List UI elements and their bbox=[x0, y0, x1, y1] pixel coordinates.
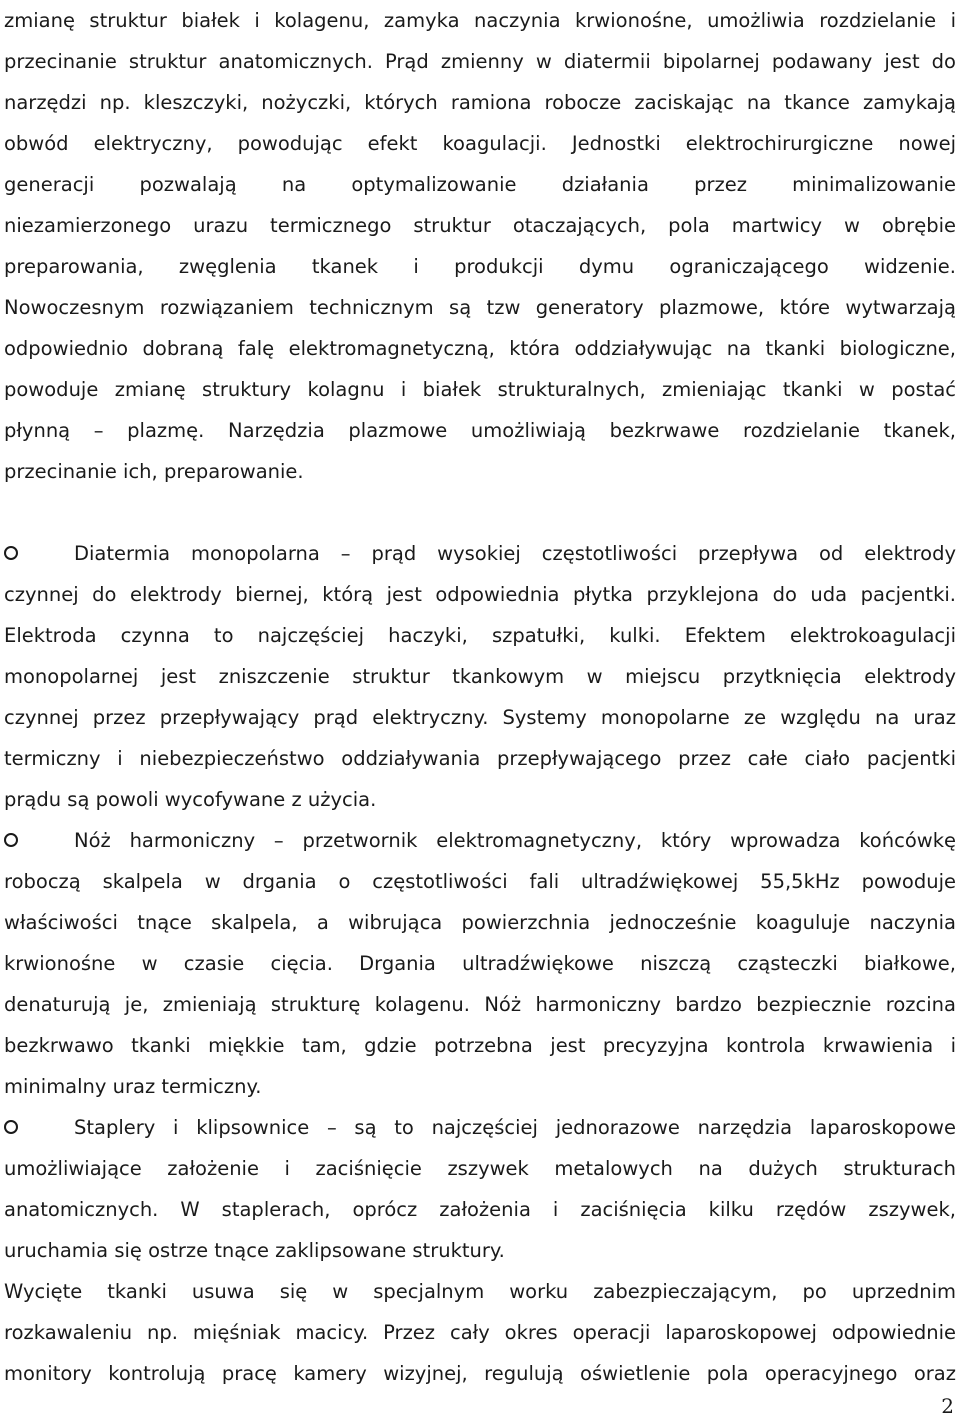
text-line: anatomicznych. W staplerach, oprócz założenia i zaciśnięcia kilku rzędów zszywek, bbox=[4, 1198, 956, 1221]
bullet-item-diatermia bbox=[4, 533, 956, 820]
bullet-item-staplery bbox=[4, 1107, 956, 1271]
bullet-circle-icon bbox=[4, 833, 18, 847]
text-line: rozkawaleniu np. mięśniak macicy. Przez cały okres operacji laparoskopowej odpowiednie bbox=[4, 1321, 956, 1344]
text-line: płynną – plazmę. Narzędzia plazmowe umożliwiają bezkrwawe rozdzielanie tkanek, bbox=[4, 419, 956, 442]
text-line: właściwości tnące skalpela, a wibrująca powierzchnia jednocześnie koaguluje naczynia bbox=[4, 911, 956, 934]
text-line: powoduje zmianę struktury kolagnu i białek strukturalnych, zmieniając tkanki w postać bbox=[4, 378, 956, 401]
text-line: uruchamia się ostrze tnące zaklipsowane struktury. bbox=[4, 1239, 505, 1262]
text-line: Nowoczesnym rozwiązaniem technicznym są tzw generatory plazmowe, które wytwarzają bbox=[4, 296, 956, 319]
text-line: umożliwiające założenie i zaciśnięcie zszywek metalowych na dużych strukturach bbox=[4, 1157, 956, 1180]
text-line: odpowiednio dobraną falę elektromagnetyczną, która oddziaływując na tkanki biologiczne, bbox=[4, 337, 956, 360]
paragraph-1 bbox=[4, 0, 956, 492]
text-line: Nóż harmoniczny – przetwornik elektromagnetyczny, który wprowadza końcówkę bbox=[74, 829, 956, 852]
text-line: obwód elektryczny, powodując efekt koagulacji. Jednostki elektrochirurgiczne nowej bbox=[4, 132, 956, 155]
text-line: roboczą skalpela w drgania o częstotliwości fali ultradźwiękowej 55,5kHz powoduje bbox=[4, 870, 956, 893]
text-line: przecinanie ich, preparowanie. bbox=[4, 460, 304, 483]
text-line: monopolarnej jest zniszczenie struktur tkankowym w miejscu przytknięcia elektrody bbox=[4, 665, 956, 688]
page-number: 2 bbox=[941, 1394, 954, 1418]
bullet-first-line bbox=[4, 533, 956, 574]
text-line: Diatermia monopolarna – prąd wysokiej częstotliwości przepływa od elektrody bbox=[74, 542, 956, 565]
text-line: monitory kontrolują pracę kamery wizyjnej, regulują oświetlenie pola operacyjnego oraz bbox=[4, 1362, 956, 1385]
text-line: prądu są powoli wycofywane z użycia. bbox=[4, 788, 377, 811]
bullet-first-line bbox=[4, 820, 956, 861]
text-line: krwionośne w czasie cięcia. Drgania ultradźwiękowe niszczą cząsteczki białkowe, bbox=[4, 952, 956, 975]
text-line: przecinanie struktur anatomicznych. Prąd zmienny w diatermii bipolarnej podawany jest do bbox=[4, 50, 956, 73]
paragraph-gap bbox=[4, 492, 956, 533]
text-line: termiczny i niebezpieczeństwo oddziaływania przepływającego przez całe ciało pacjentki bbox=[4, 747, 956, 770]
bullet-circle-icon bbox=[4, 1120, 18, 1134]
text-line: narzędzi np. kleszczyki, nożyczki, których ramiona robocze zaciskając na tkance zamykają bbox=[4, 91, 956, 114]
bullet-circle-icon bbox=[4, 546, 18, 560]
text-line: Elektroda czynna to najczęściej haczyki, szpatułki, kulki. Efektem elektrokoagulacji bbox=[4, 624, 956, 647]
bullet-first-line bbox=[4, 1107, 956, 1148]
text-line: minimalny uraz termiczny. bbox=[4, 1075, 262, 1098]
text-line: zmianę struktur białek i kolagenu, zamyka naczynia krwionośne, umożliwia rozdzielanie i bbox=[4, 9, 956, 32]
text-line: niezamierzonego urazu termicznego struktur otaczających, pola martwicy w obrębie bbox=[4, 214, 956, 237]
document-page bbox=[4, 0, 956, 1394]
paragraph-2 bbox=[4, 1271, 956, 1394]
bullet-item-noz-harmoniczny bbox=[4, 820, 956, 1107]
text-line: Wycięte tkanki usuwa się w specjalnym worku zabezpieczającym, po uprzednim bbox=[4, 1280, 956, 1303]
text-line: denaturują je, zmieniają strukturę kolagenu. Nóż harmoniczny bardzo bezpiecznie rozcina bbox=[4, 993, 956, 1016]
text-line: Staplery i klipsownice – są to najczęściej jednorazowe narzędzia laparoskopowe bbox=[74, 1116, 956, 1139]
text-line: bezkrwawo tkanki miękkie tam, gdzie potrzebna jest precyzyjna kontrola krwawienia i bbox=[4, 1034, 956, 1057]
text-line: generacji pozwalają na optymalizowanie działania przez minimalizowanie bbox=[4, 173, 956, 196]
text-line: czynnej przez przepływający prąd elektryczny. Systemy monopolarne ze względu na uraz bbox=[4, 706, 956, 729]
text-line: preparowania, zwęglenia tkanek i produkcji dymu ograniczającego widzenie. bbox=[4, 255, 956, 278]
text-line: czynnej do elektrody biernej, którą jest odpowiednia płytka przyklejona do uda pacjentki. bbox=[4, 583, 956, 606]
